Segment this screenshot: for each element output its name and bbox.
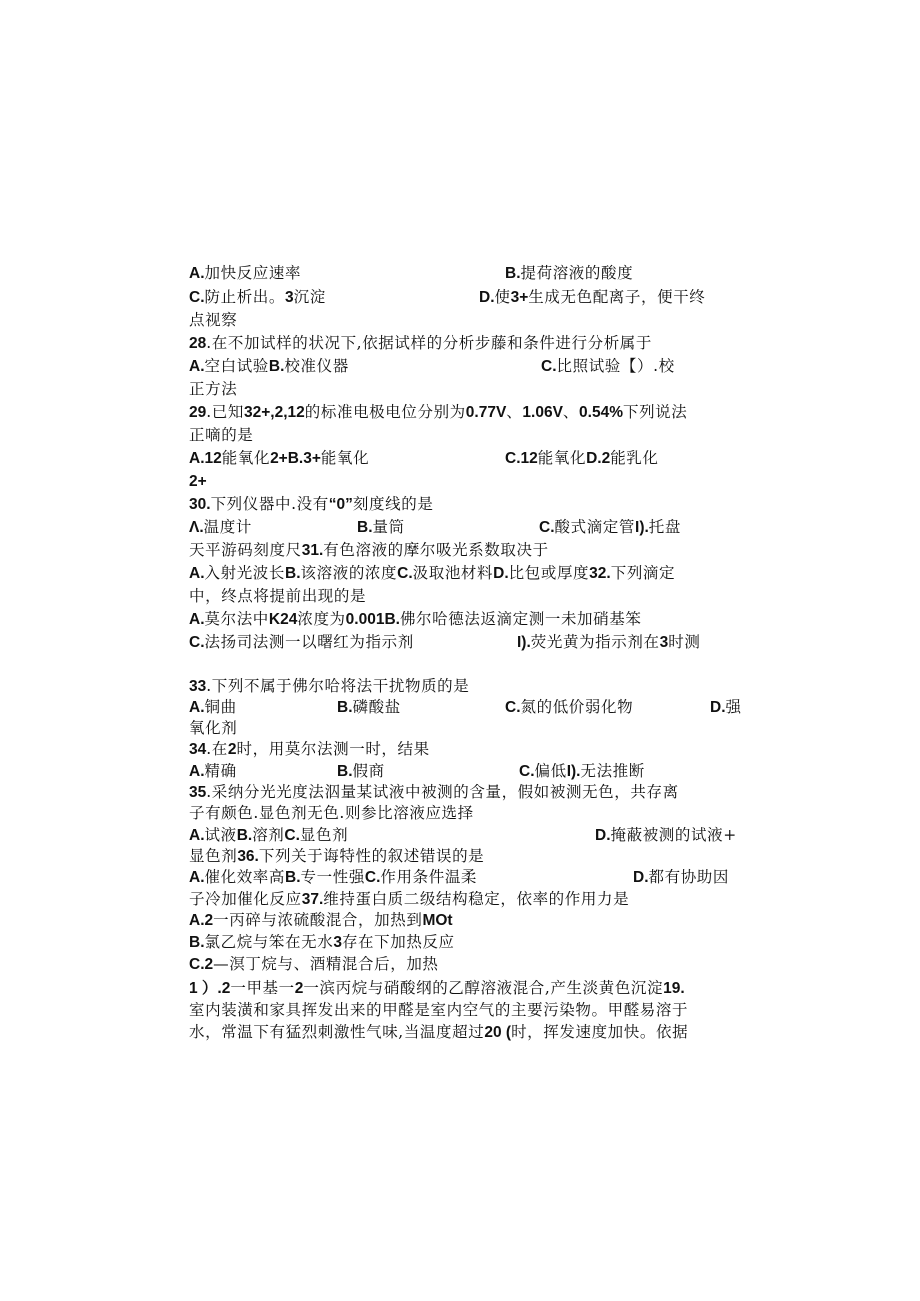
text-line: D.使3+生成无色配离子，便干终 <box>479 288 706 306</box>
text-line: 1 ）.2一甲基一2一滨丙烷与硝酸纲的乙醇溶液混合,产生淡黄色沉淀19. <box>189 979 685 997</box>
text-line: 34.在2时，用莫尔法测一时，结果 <box>189 740 430 758</box>
text-line: 35.采纳分光光度法泅量某试液中被测的含量，假如被测无色，共存离 <box>189 783 679 801</box>
text-line: 中，终点将提前出现的是 <box>189 587 367 605</box>
text-line: C.比照试验【）.校 <box>541 357 675 375</box>
text-line: 33.下列不属于佛尔哈将法干扰物质的是 <box>189 677 470 695</box>
text-line: 29.已知32+,2,12的标准电极电位分别为0.77V、1.06V、0.54%下列说法 <box>189 403 688 421</box>
text-line: C.氮的低价弱化物 <box>505 698 634 716</box>
text-line: A.莫尔法中K24浓度为0.001B.佛尔哈德法返滴定测一未加硝基笨 <box>189 610 642 628</box>
text-line: B.氯乙烷与笨在无水3存在下加热反应 <box>189 933 455 951</box>
text-line: A.铜曲 <box>189 698 237 716</box>
text-line: 子有颇色.显色剂无色.则参比溶液应选择 <box>189 804 474 822</box>
text-line: C.2—溟丁烷与、酒精混合后，加热 <box>189 955 439 973</box>
text-line: 显色剂36.下列关于诲特性的叙述错误的是 <box>189 847 485 865</box>
text-line: A.12能氧化2+B.3+能氧化 <box>189 449 370 467</box>
text-line: B.假商 <box>337 762 385 780</box>
text-line: 子冷加催化反应37.维持蛋白质二级结构稳定，依率的作用力是 <box>189 890 630 908</box>
text-line: 正嘀的是 <box>189 426 254 444</box>
text-line: I).荧光黄为指示剂在3时测 <box>517 633 701 651</box>
text-line: 点视察 <box>189 311 238 329</box>
text-line: D.掩蔽被测的试液+ <box>595 826 737 844</box>
text-line: C.酸式滴定管I).托盘 <box>539 518 681 536</box>
text-line: 氧化剂 <box>189 719 238 737</box>
text-line: A.精确 <box>189 762 237 780</box>
text-line: B.磷酸盐 <box>337 698 401 716</box>
text-line: A.入射光波长B.该溶液的浓度C.汲取池材料D.比包或厚度32.下列滴定 <box>189 564 676 582</box>
text-line: A.加快反应速率 <box>189 264 302 282</box>
text-line: 天平游码刻度尺31.有色溶液的摩尔吸光系数取决于 <box>189 541 549 559</box>
text-line: C.防止析出。3沉淀 <box>189 288 326 306</box>
text-line: 30.下列仪器中.没有“0”刻度线的是 <box>189 495 434 513</box>
text-line: 正方法 <box>189 380 238 398</box>
text-line: A.催化效率高B.专一性强C.作用条件温柔 <box>189 868 478 886</box>
text-line: 水，常温下有猛烈刺激性气味,当温度超过20 (时，挥发速度加快。依据 <box>189 1023 689 1041</box>
text-line: B.提荷溶液的酸度 <box>505 264 634 282</box>
text-line: A.试液B.溶剂C.显色剂 <box>189 826 349 844</box>
text-line: Λ.温度计 <box>189 518 252 536</box>
text-line: D.强 <box>710 698 742 716</box>
text-line: A.空白试验B.校准仪器 <box>189 357 349 375</box>
text-line: A.2一丙碎与浓硫酸混合，加热到MOt <box>189 911 453 929</box>
text-line: C.12能氧化D.2能乳化 <box>505 449 659 467</box>
text-line: C.偏低I).无法推断 <box>519 762 645 780</box>
text-line: 28.在不加试样的状况下,依据试样的分析步藤和条件进行分析属于 <box>189 334 653 352</box>
text-line: 2+ <box>189 473 207 490</box>
text-line: B.量筒 <box>357 518 405 536</box>
text-line: 室内装潢和家具挥发出来的甲醛是室内空气的主要污染物。甲醛易溶于 <box>189 1001 689 1019</box>
text-line: C.法扬司法测一以曙红为指示剂 <box>189 633 414 651</box>
text-line: D.都有协助因 <box>633 868 730 886</box>
